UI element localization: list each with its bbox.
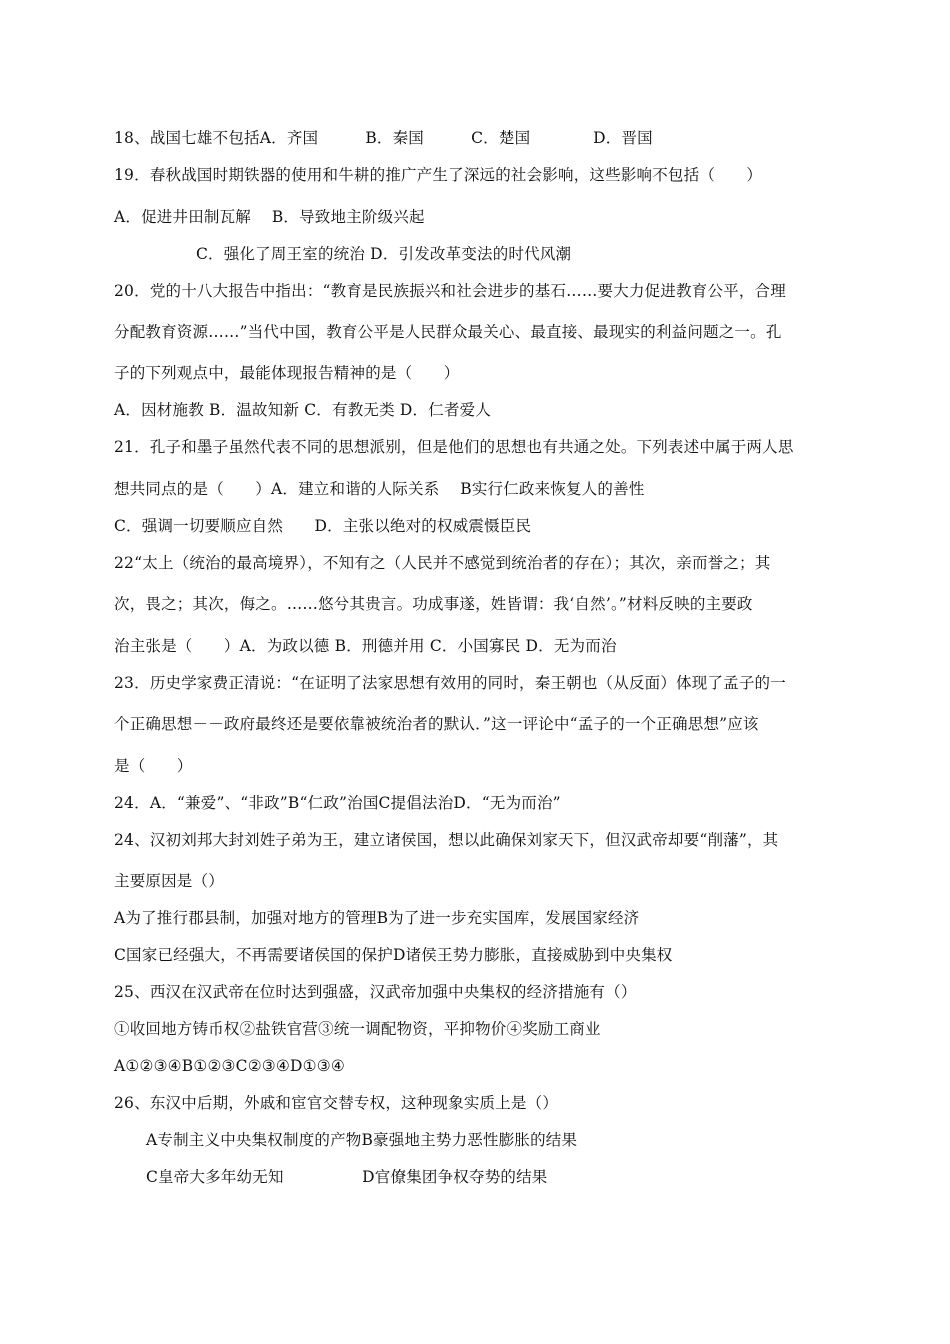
question-26-stem: 26、东汉中后期，外戚和宦官交替专权，这种现象实质上是（） — [114, 1094, 559, 1112]
question-24-stem-line1: 24、汉初刘邦大封刘姓子弟为王，建立诸侯国，想以此确保刘家天下，但汉武帝却要“削藩”，其 — [114, 831, 779, 849]
question-20-options: A．因材施教 B．温故知新 C．有教无类 D．仁者爱人 — [114, 401, 492, 419]
question-19-stem: 19．春秋战国时期铁器的使用和牛耕的推广产生了深远的社会影响，这些影响不包括（ ） — [114, 166, 763, 184]
question-22-stem-line3: 治主张是（ ）A．为政以德 B．刑德并用 C．小国寡民 D．无为而治 — [114, 637, 617, 655]
question-20-stem-line1: 20．党的十八大报告中指出：“教育是民族振兴和社会进步的基石……要大力促进教育公平，合理 — [114, 282, 786, 300]
question-25-options: A①②③④B①②③C②③④D①③④ — [114, 1057, 345, 1075]
question-24-options-cd: C国家已经强大，不再需要诸侯国的保护D诸侯王势力膨胀，直接威胁到中央集权 — [114, 946, 673, 964]
question-21-stem-line2: 想共同点的是（ ）A．建立和谐的人际关系 B实行仁政来恢复人的善性 — [114, 480, 645, 498]
question-20-stem-line3: 子的下列观点中，最能体现报告精神的是（ ） — [114, 364, 460, 382]
question-23-options: 24．A．“兼爱”、“非政”B“仁政”治国C提倡法治D．“无为而治” — [114, 794, 561, 812]
question-18: 18、战国七雄不包括A．齐国 B．秦国 C．楚国 D．晋国 — [114, 129, 653, 147]
question-19-options-ab: A．促进井田制瓦解 B．导致地主阶级兴起 — [114, 208, 425, 226]
question-19-options-cd: C．强化了周王室的统治 D．引发改革变法的时代风潮 — [196, 245, 572, 263]
question-22-stem-line2: 次，畏之；其次，侮之。……悠兮其贵言。功成事遂，姓皆谓：我‘自然’。”材料反映的主要政 — [114, 595, 753, 613]
question-26-options-cd: C皇帝大多年幼无知 D官僚集团争权夺势的结果 — [146, 1168, 548, 1186]
question-23-stem-line1: 23．历史学家费正清说：“在证明了法家思想有效用的同时，秦王朝也（从反面）体现了孟子的一 — [114, 674, 786, 692]
question-24-stem-line2: 主要原因是（） — [114, 872, 224, 890]
question-23-stem-line3: 是（ ） — [114, 757, 193, 775]
question-24-options-ab: A为了推行郡县制，加强对地方的管理B为了进一步充实国库，发展国家经济 — [114, 909, 640, 927]
question-21-options-cd: C．强调一切要顺应自然 D．主张以绝对的权威震慑臣民 — [114, 517, 532, 535]
question-23-stem-line2: 个正确思想－－政府最终还是要依靠被统治者的默认．”这一评论中“孟子的一个正确思想”应该 — [114, 715, 759, 733]
question-25-items: ①收回地方铸币权②盐铁官营③统一调配物资，平抑物价④奖励工商业 — [114, 1020, 601, 1038]
question-21-stem-line1: 21．孔子和墨子虽然代表不同的思想派别，但是他们的思想也有共通之处。下列表述中属于两人思 — [114, 438, 794, 456]
question-20-stem-line2: 分配教育资源……”当代中国，教育公平是人民群众最关心、最直接、最现实的利益问题之一。孔 — [114, 323, 782, 341]
question-26-options-ab: A专制主义中央集权制度的产物B豪强地主势力恶性膨胀的结果 — [146, 1131, 578, 1149]
question-22-stem-line1: 22“太上（统治的最高境界），不知有之（人民并不感觉到统治者的存在）；其次，亲而誉之；其 — [114, 554, 771, 572]
question-25-stem: 25、西汉在汉武帝在位时达到强盛，汉武帝加强中央集权的经济措施有（） — [114, 983, 637, 1001]
